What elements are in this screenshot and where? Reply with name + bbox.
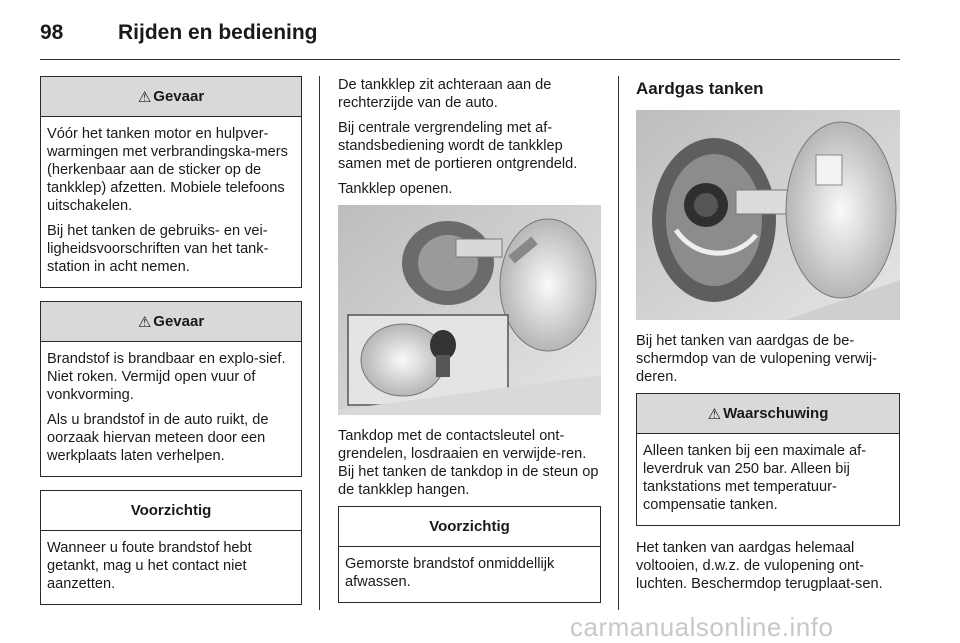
body-paragraph: Het tanken van aardgas helemaal voltooien, d.w.z. de vulopening ont-luchten. Beschermdop terugplaat-sen.: [636, 540, 883, 592]
caution-paragraph: Gemorste brandstof onmiddellijk afwassen.: [345, 556, 555, 590]
danger-paragraph: Bij het tanken de gebruiks- en vei-ligheidsvoorschriften van het tank-station in acht nemen.: [47, 223, 269, 275]
section-heading: Aardgas tanken: [636, 79, 764, 98]
danger-box-title: Gevaar: [153, 88, 205, 105]
body-paragraph: Bij centrale vergrendeling met af-standsbediening wordt de tankklep samen met de portieren ontgrendeld.: [338, 120, 578, 172]
caution-box: [40, 490, 302, 605]
danger-paragraph: Als u brandstof in de auto ruikt, de oorzaak hiervan meteen door een werkplaats laten verhelpen.: [47, 412, 269, 464]
column-middle: [338, 76, 601, 616]
warning-box-title: Waarschuwing: [723, 405, 829, 422]
page-title: Rijden en bediening: [118, 21, 318, 44]
header-divider: [40, 59, 900, 60]
body-paragraph: Tankklep openen.: [338, 181, 453, 197]
caution-box-body: [339, 547, 600, 602]
danger-box-header: [41, 302, 301, 342]
warning-triangle-icon: ⚠: [137, 313, 152, 331]
caution-box-title: Voorzichtig: [429, 518, 510, 535]
cng-filler-illustration: [636, 110, 900, 320]
warning-box: [636, 393, 900, 526]
caution-box-title: Voorzichtig: [130, 502, 212, 519]
warning-box-body: [637, 434, 899, 525]
watermark: carmanualsonline.info: [570, 612, 834, 642]
danger-box-title: Gevaar: [153, 313, 205, 330]
column-divider: [618, 76, 619, 610]
fuel-flap-illustration: [338, 205, 601, 415]
caution-box-header: [41, 491, 301, 531]
column-divider: [319, 76, 320, 610]
caution-paragraph: Wanneer u foute brandstof hebt getankt, mag u het contact niet aanzetten.: [47, 540, 252, 592]
page-header: [40, 18, 318, 48]
column-left: [40, 76, 302, 618]
danger-box-header: [41, 77, 301, 117]
caution-box-body: [41, 531, 301, 604]
warning-paragraph: Alleen tanken bij een maximale af-leverdruk van 250 bar. Alleen bij tankstations met temperatuur-compensatie tanken.: [643, 443, 867, 513]
page-number: 98: [40, 21, 64, 44]
body-paragraph: Tankdop met de contactsleutel ont-grendelen, losdraaien en verwijde-ren. Bij het tanken de tankdop in de steun op de tankklep hangen.: [338, 428, 599, 498]
warning-box-header: [637, 394, 899, 434]
danger-box: [40, 76, 302, 288]
column-right: [636, 76, 900, 600]
warning-triangle-icon: ⚠: [707, 405, 722, 423]
danger-paragraph: Brandstof is brandbaar en explo-sief. Niet roken. Vermijd open vuur of vonkvorming.: [47, 351, 286, 403]
danger-box-body: [41, 117, 301, 287]
body-paragraph: Bij het tanken van aardgas de be-schermdop van de vulopening verwij-deren.: [636, 333, 877, 385]
warning-triangle-icon: ⚠: [137, 88, 152, 106]
caution-box: [338, 506, 601, 603]
danger-paragraph: Vóór het tanken motor en hulpver-warmingen met verbrandingska-mers (herkenbaar aan de sticker op de tankklep) afzetten. Mobiele telefoons uitschakelen.: [47, 126, 288, 214]
body-paragraph: De tankklep zit achteraan aan de rechterzijde van de auto.: [338, 77, 552, 111]
danger-box-body: [41, 342, 301, 476]
caution-box-header: [339, 507, 600, 547]
danger-box: [40, 301, 302, 477]
